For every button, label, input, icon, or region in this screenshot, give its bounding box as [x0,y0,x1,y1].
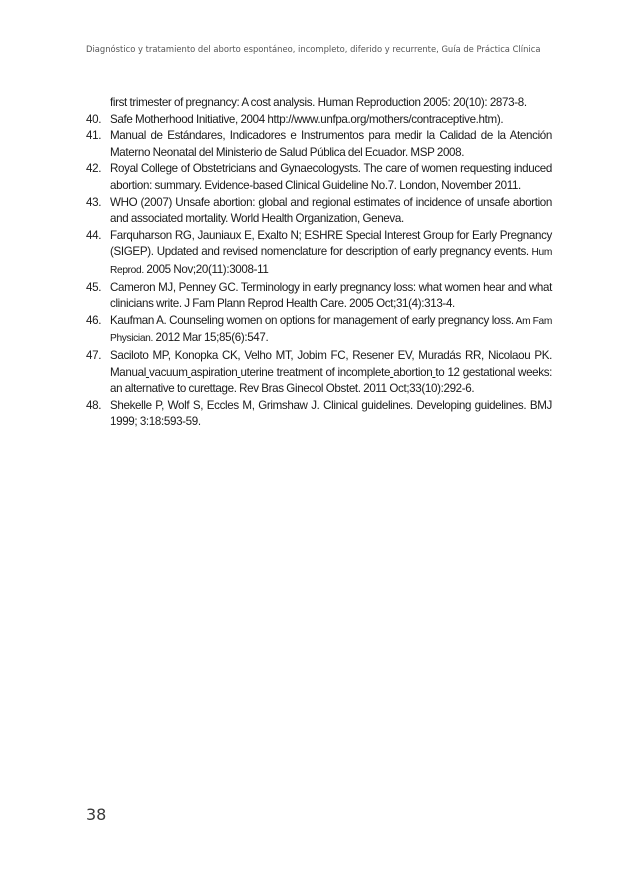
journal-abbreviation: Hum Reprod. [110,247,552,276]
reference-part: abortion [393,365,433,379]
reference-40 [86,112,552,129]
reference-number: 46. [86,313,102,327]
reference-text: first trimester of pregnancy: A cost analysis. Human Reproduction 2005: 20(10): 2873-8. [110,96,527,109]
reference-39-continuation [86,95,552,112]
reference-part: aspiration [190,365,238,379]
reference-text [110,348,552,398]
reference-43 [86,195,552,228]
reference-text: Royal College of Obstetricians and Gynaecologysts. The care of women requesting induced abortion: summary. Evidence-based Clinical Guideline No.7. London, November 2011. [110,162,552,192]
reference-part: to 12 gestational weeks: an alternative to curettage. Rev Bras Ginecol Obstet. 2011 Oct;33(10):292-6. [110,365,553,396]
reference-text [110,313,552,348]
reference-text: Shekelle P, Wolf S, Eccles M, Grimshaw J. Clinical guidelines. Developing guidelines. BMJ 1999; 3:18:593-59. [110,398,552,429]
page-number: 38 [86,805,107,824]
reference-number: 40. [86,112,102,126]
journal-abbreviation: Am Fam Physician. [110,315,552,345]
reference-41 [86,128,552,161]
reference-list [86,95,552,431]
reference-number: 41. [86,129,102,143]
reference-48 [86,398,552,431]
reference-45 [86,280,552,313]
reference-number: 43. [86,195,102,209]
reference-47 [86,348,552,398]
reference-number: 48. [86,398,102,412]
reference-part: Saciloto MP, Konopka CK, Velho MT, Jobim FC, Resener EV, Muradás RR, Nicolaou PK. Manual [110,348,552,379]
reference-citation-tail: 2012 Mar 15;85(6):547. [152,331,269,345]
running-header: Diagnóstico y tratamiento del aborto espontáneo, incompleto, diferido y recurrente, Guía de Práctica Clínica [86,44,541,54]
reference-text: Manual de Estándares, Indicadores e Instrumentos para medir la Calidad de la Atención Materno Neonatal del Ministerio de Salud Pública del Ecuador. MSP 2008. [110,129,552,159]
reference-number: 45. [86,280,102,294]
reference-text: Cameron MJ, Penney GC. Terminology in early pregnancy loss: what women hear and what clinicians write. J Fam Plann Reprod Health Care. 2005 Oct;31(4):313-4. [110,280,552,311]
reference-number: 47. [86,348,102,362]
reference-citation-tail: 2005 Nov;20(11):3008-11 [143,262,269,276]
reference-number: 44. [86,228,102,242]
reference-part: vacuum [149,365,188,379]
reference-main-text: Kaufman A. Counseling women on options for management of early pregnancy loss. [110,313,514,327]
reference-number: 42. [86,162,102,176]
reference-main-text: Farquharson RG, Jauniaux E, Exalto N; ESHRE Special Interest Group for Early Pregnancy (SIGEP). Updated and revised nomenclature for description of early pregnancy events. [110,228,552,259]
reference-46 [86,313,552,348]
reference-text [110,228,552,280]
reference-text: Safe Motherhood Initiative, 2004 http://www.unfpa.org/mothers/contraceptive.htm). [110,112,504,126]
reference-44 [86,228,552,280]
reference-42 [86,161,552,194]
reference-text: WHO (2007) Unsafe abortion: global and regional estimates of incidence of unsafe abortion and associated mortality. World Health Organization, Geneva. [110,195,552,226]
reference-part: uterine treatment of incomplete [240,365,391,379]
